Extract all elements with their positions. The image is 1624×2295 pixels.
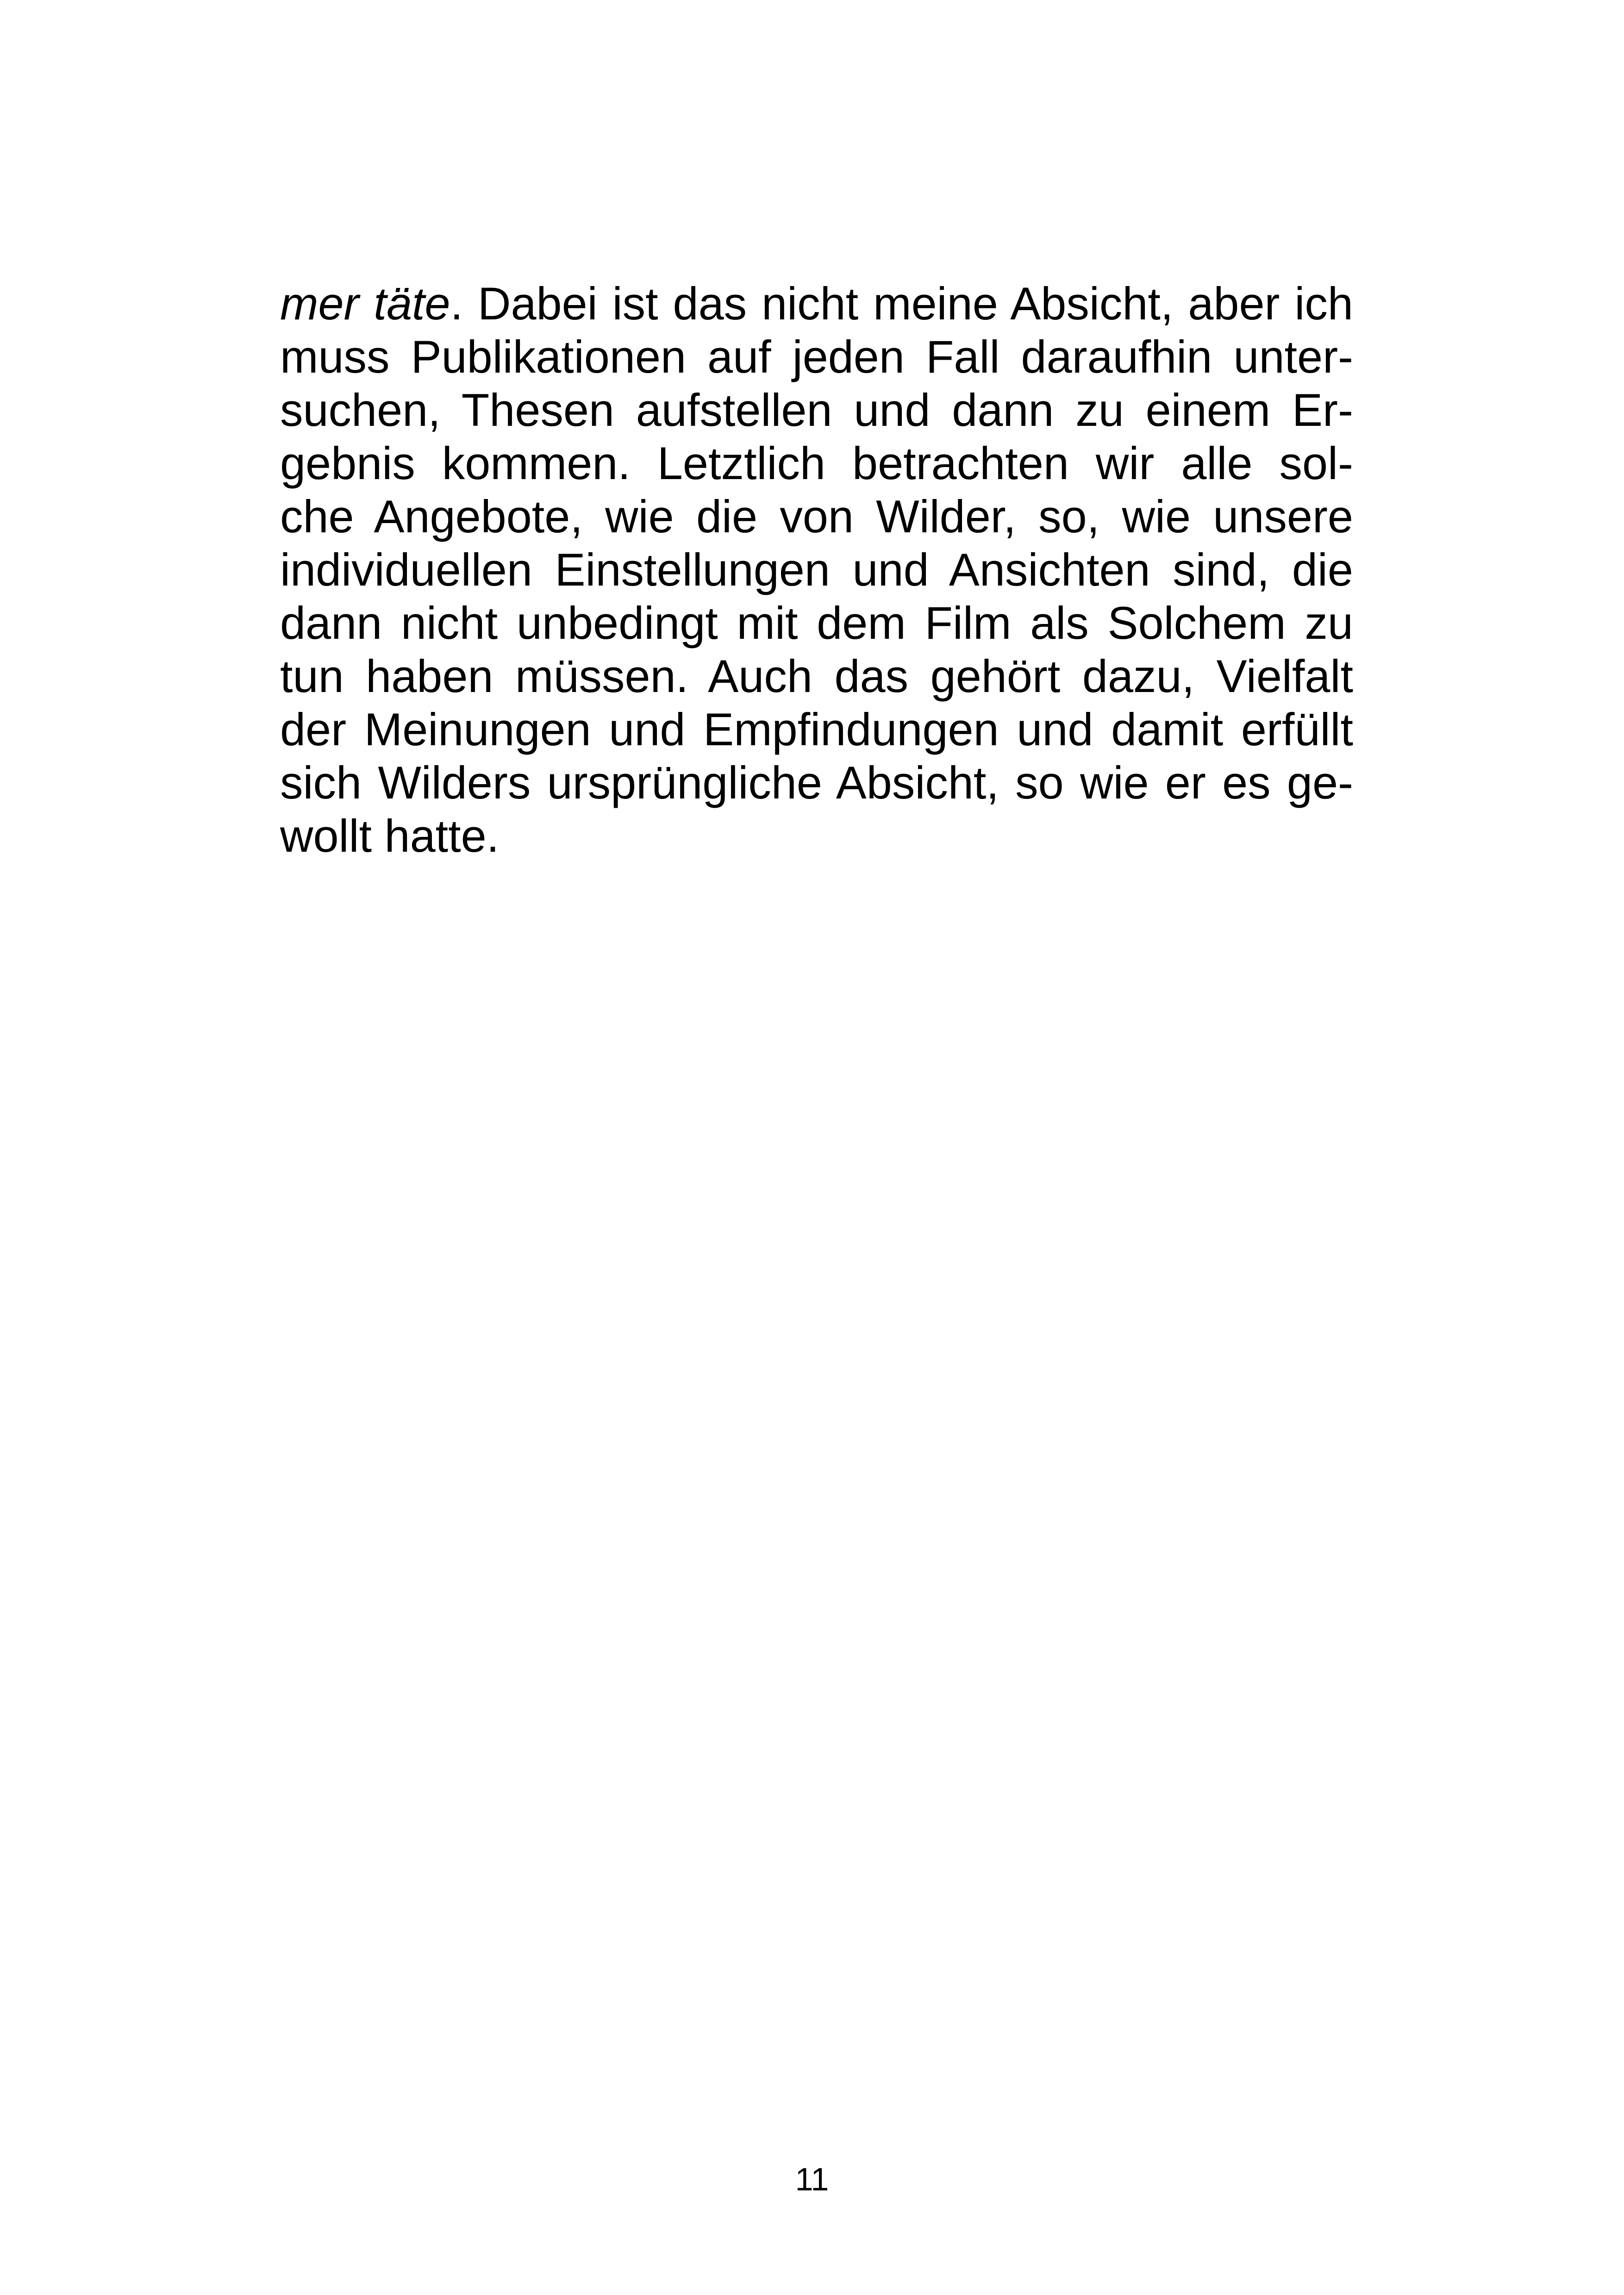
paragraph-line: tun haben müssen. Auch das gehört dazu, Vielfalt — [280, 650, 1353, 702]
paragraph-line: muss Publikationen auf jeden Fall daraufhin unter- — [280, 331, 1353, 382]
paragraph-line: suchen, Thesen aufstellen und dann zu einem Er- — [280, 384, 1353, 436]
paragraph-line: gebnis kommen. Letztlich betrachten wir alle sol- — [280, 437, 1353, 489]
paragraph-line: wollt hatte. — [280, 810, 500, 861]
body-paragraph — [280, 277, 1353, 862]
paragraph-line: sich Wilders ursprüngliche Absicht, so wie er es ge- — [280, 757, 1353, 808]
line-text: . Dabei ist das nicht meine Absicht, aber ich — [450, 278, 1353, 329]
paragraph-line — [280, 277, 1353, 330]
paragraph-line: che Angebote, wie die von Wilder, so, wie unsere — [280, 491, 1353, 542]
page-number: 11 — [795, 2161, 829, 2197]
paragraph-line: dann nicht unbedingt mit dem Film als Solchem zu — [280, 597, 1353, 649]
paragraph-line: der Meinungen und Empfindungen und damit erfüllt — [280, 704, 1353, 755]
paragraph-line: individuellen Einstellungen und Ansichten sind, die — [280, 544, 1353, 595]
italic-phrase: mer täte — [280, 278, 450, 329]
